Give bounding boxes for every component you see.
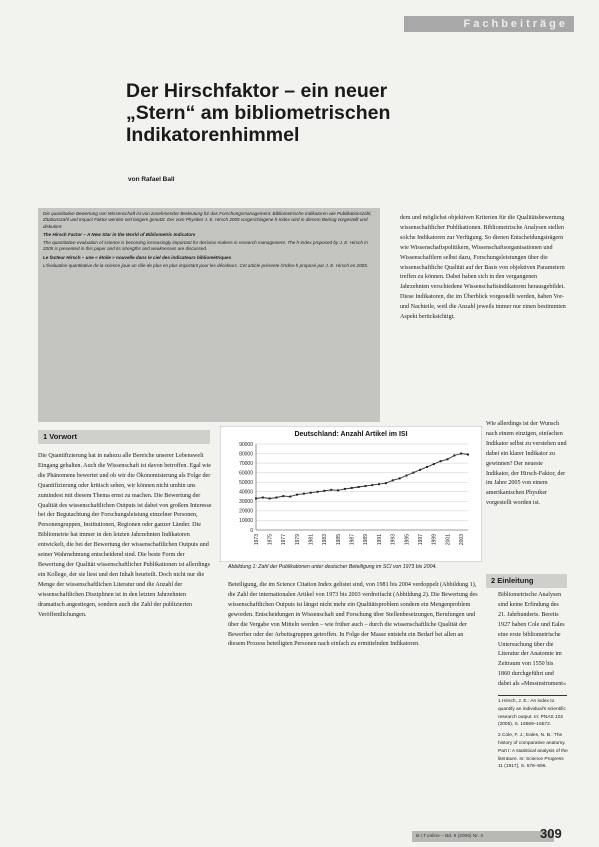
x-tick-label: 1997 [417, 534, 424, 546]
data-point [405, 475, 407, 477]
title-line: „Stern“ am bibliometrischen [126, 102, 391, 124]
data-point [433, 463, 435, 465]
y-tick-label: 20000 [239, 508, 253, 515]
data-point [392, 479, 394, 481]
data-point [330, 489, 332, 491]
page-number: 309 [540, 826, 562, 841]
data-point [282, 495, 284, 497]
y-tick-label: 90000 [239, 441, 253, 448]
journal-footer: B.I.T.online – Bd. 9 (2006) Nr. 4 [412, 831, 554, 842]
y-tick-label: 0 [250, 527, 253, 534]
body-paragraph: Wie allerdings ist der Wunsch nach einem einzigen, einfachen Indikator selbst zu verstehen und dabei ein klarer Indikator zu gewinnen? Der neueste Indikator, der Hirsch-Faktor, der im Jahre 2005 von einem amerikanischen Physiker vorgestellt worden ist. [486, 421, 567, 507]
abstract-en: The quantitative evaluation of science is becoming increasingly important for decision makers in research management. The h-index proposed by J. E. Hirsch in 2005 is presented in this paper and its strengths and weaknesses are discussed. [43, 240, 368, 252]
article-title [126, 80, 546, 146]
data-point [296, 494, 298, 496]
figure-caption: Abbildung 1: Zahl der Publikationen unter deutscher Beteiligung im SCI von 1973 bis 2004. [228, 564, 437, 570]
publications-chart [220, 426, 482, 562]
right-column-top [400, 214, 567, 419]
x-tick-label: 1995 [404, 534, 411, 546]
data-point [385, 482, 387, 484]
x-tick-label: 1989 [363, 534, 370, 546]
title-line: Indikatorenhimmel [126, 124, 300, 146]
data-point [317, 491, 319, 493]
body-paragraph: dem und möglichst objektiven Kriterien für die Qualitätsbewertung wissenschaftlicher Publikationen. Bibliometrische Analysen stellen solche Indikatoren zur Verfügung. So dienen Entscheidungsträgern wie Wissenschaftspolitikern, Wissenschaftsorganisationen und Wissenschaftlern selbst dazu, Forschungsleistungen über die wissenschaftliche Qualität auf der Basis von objektiven Parametern treffen zu können. Dabei haben sich in den vergangenen Jahrzehnten verschiedene Wissenschaftsindikatoren herausgebildet. Diese Indikatoren, die im Überblick vorgestellt werden, haben Vor- und Nachteile, weil die Anzahl jeweils immer nur einen bestimmten Aspekt berücksichtigt. [400, 215, 566, 321]
data-point [426, 466, 428, 468]
body-paragraph: Beteiligung, die im Science Citation Index gelistet sind, von 1981 bis 2004 verdoppelt (Abbildung 1), die Zahl der internationalen Artikel von 1973 bis 2003 verdreifacht (Abbildung 2). Die Bewertung des wissenschaftlichen Outputs ist längst nicht mehr ein Qualitätsproblem sondern ein Mengenproblem geworden. Entscheidungen in Wissenschaft und Forschung über Stellenbesetzungen, Berufungen und über die Vergabe von Mitteln werden – wie früher auch – durch die wissenschaftliche Qualität der Bewerber oder der Arbeitsgruppen getroffen. In Folge der Masse entsteht ein Bedarf bei allen an diesem Prozess beteiligten Personen nach einfach zu ermittelnden Indikatoren. [228, 582, 478, 648]
data-point [358, 486, 360, 488]
data-point [323, 490, 325, 492]
chart-title: Deutschland: Anzahl Artikel im ISI [294, 431, 408, 438]
x-tick-label: 1985 [335, 534, 342, 546]
data-point [453, 454, 455, 456]
x-tick-label: 1979 [294, 534, 301, 546]
data-point [419, 469, 421, 471]
abstract-en-heading: The Hirsch Factor – A New Star in the World of Bibliometric Indicators [43, 231, 196, 237]
data-point [262, 497, 264, 499]
data-point [289, 496, 291, 498]
x-tick-label: 2003 [458, 534, 465, 546]
x-tick-label: 1973 [253, 534, 260, 546]
right-column-bottom [498, 591, 567, 689]
abstract-fr-heading: Le facteur Hirsch – une « étoile » nouvelle dans le ciel des indicateurs bibliométriques [43, 254, 232, 260]
y-tick-label: 50000 [239, 480, 253, 487]
data-point [412, 472, 414, 474]
author-byline: von Rafael Ball [128, 176, 175, 183]
footnote: 2 Cole, F. J.; Eales, N. B.: The history of comparative anatomy. Part I: A statistical analysis of the literature. In: Science Progress 11 (1917), S. 578–596. [498, 733, 568, 770]
data-point [371, 484, 373, 486]
data-point [344, 488, 346, 490]
data-point [337, 489, 339, 491]
right-column-mid [486, 420, 567, 560]
y-tick-label: 40000 [239, 489, 253, 496]
data-point [269, 497, 271, 499]
y-tick-label: 30000 [239, 499, 253, 506]
abstract-de: Die quantitative Bewertung von Wissenschaft ist von zunehmender Bedeutung für das Forschungsmanagement. Bibliometrische Indikatoren wie Publikationszahl, Zitationszahl und Impact Faktor werden seit langem genutzt. Der vom Physiker J. E. Hirsch 2005 vorgeschlagene h-Index wird in diesem Beitrag vorgestellt und diskutiert. [43, 211, 372, 229]
body-paragraph: Die Quantifizierung hat in nahezu alle Bereiche unserer Lebenswelt Eingang gehalten. Auch die Wissenschaft ist davon betroffen. Egal wie die Phänomene bewertet und ob wir die Ökonomisierung als Folge der Quantifizierung oder kritisch sehen, wir können nicht umhin uns zumindest mit diesem Thema ernst zu machen. Die Bewertung der Qualität des wissenschaftlichen Outputs ist dabei von großem Interesse bei der Begutachtung der Forschungsleistung einzelner Personen, Personengruppen, Institutionen, Regionen oder ganzer Länder. Die Bibliometrie hat immer in den letzten Jahrzehnten Indikatoren entwickelt, die bei der Bewertung der wissenschaftlichen Outputs und seiner Wahrnehmung entscheidend sind. Die beste Form der Bewertung der Qualität wissenschaftlicher Publikationen ist allerdings ein Kollege, der sie liest und den Inhalt beurteilt. Doch nicht nur die Menge der wissenschaftlichen Literatur und die Anzahl der wissenschaftlichen Disziplinen ist in den letzten Jahrzehnten dramatisch angestiegen, sondern auch die Zahl der publizierten Veröffentlichungen. [38, 453, 212, 618]
abstract-fr: L'évaluation quantitative de la science joue un rôle de plus en plus important pour les décideurs. Cet article présente l'indice h proposé par J. E. Hirsch en 2005. [43, 263, 369, 269]
data-point [351, 487, 353, 489]
title-line: Der Hirschfaktor – ein neuer [126, 80, 388, 102]
x-tick-label: 2001 [445, 534, 452, 546]
y-tick-label: 80000 [239, 451, 253, 458]
y-tick-label: 60000 [239, 470, 253, 477]
x-tick-label: 1993 [390, 534, 397, 546]
y-tick-label: 10000 [239, 518, 253, 525]
data-point [467, 454, 469, 456]
data-point [310, 492, 312, 494]
y-tick-label: 70000 [239, 460, 253, 467]
abstract-box [38, 208, 380, 422]
left-column [38, 452, 212, 824]
data-point [460, 453, 462, 455]
x-tick-label: 1981 [308, 534, 315, 546]
data-point [440, 460, 442, 462]
data-point [378, 483, 380, 485]
data-point [446, 458, 448, 460]
x-tick-label: 1987 [349, 534, 356, 546]
body-paragraph: Bibliometrische Analysen sind keine Erfindung des 21. Jahrhunderts. Bereits 1927 haben Cole und Eales eine erste bibliometrische Untersuchung über die Literatur der Anatomie im Zeitraum von 1550 bis 1860 durchgeführt und dabei als »Messinstrument« [498, 592, 567, 688]
data-point [303, 493, 305, 495]
data-point [255, 497, 257, 499]
section-label: Fachbeiträge [404, 16, 574, 32]
section-heading-vorwort: 1 Vorwort [38, 430, 210, 444]
footnote-rule [498, 695, 567, 696]
data-point [276, 497, 278, 499]
footnote: 1 Hirsch, J. E.: An index to quantify an individual's scientific research output. In: PNAS 102 (2005), S. 16569–16572. [498, 699, 566, 728]
data-point [399, 477, 401, 479]
data-point [364, 485, 366, 487]
middle-column [228, 581, 478, 825]
footnotes [498, 698, 568, 774]
x-tick-label: 1977 [281, 534, 288, 546]
x-tick-label: 1983 [322, 534, 329, 546]
x-tick-label: 1991 [376, 534, 383, 546]
x-tick-label: 1975 [267, 534, 274, 546]
x-tick-label: 1999 [431, 534, 438, 546]
section-heading-einleitung: 2 Einleitung [486, 574, 567, 588]
